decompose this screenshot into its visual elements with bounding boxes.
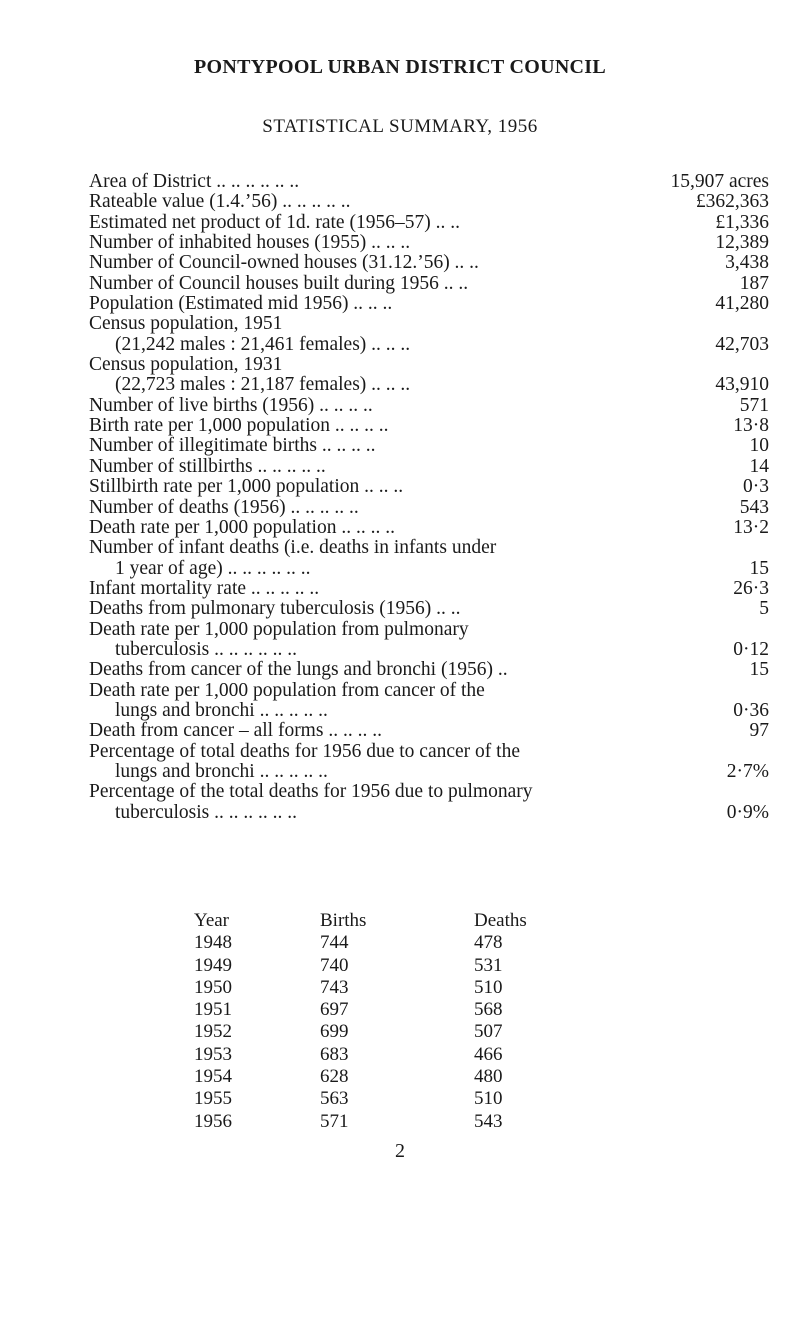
summary-row (89, 294, 769, 314)
summary-row (89, 477, 769, 497)
summary-row (89, 396, 769, 416)
summary-row (89, 681, 769, 701)
table-row (194, 999, 564, 1021)
summary-value: 0·12 (733, 638, 769, 660)
cell-deaths: 466 (474, 1043, 503, 1065)
summary-row (89, 375, 769, 395)
statistical-summary (89, 172, 769, 823)
summary-row (89, 701, 769, 721)
table-header-row (194, 910, 564, 932)
cell-year: 1950 (194, 976, 232, 998)
cell-deaths: 480 (474, 1066, 503, 1088)
summary-label: Death rate per 1,000 population from pulmonary (89, 618, 469, 640)
table-row (194, 1044, 564, 1066)
summary-label: Number of illegitimate births .. .. .. .. (89, 435, 376, 457)
summary-label: Number of Council-owned houses (31.12.’56) .. .. (89, 252, 479, 274)
cell-year: 1955 (194, 1088, 232, 1110)
cell-births: 699 (320, 1021, 349, 1043)
summary-label: Death from cancer – all forms .. .. .. .. (89, 720, 382, 742)
summary-row (89, 192, 769, 212)
summary-value: 15 (749, 659, 769, 681)
cell-year: 1951 (194, 999, 232, 1021)
header-deaths: Deaths (474, 910, 527, 931)
cell-deaths: 568 (474, 999, 503, 1021)
summary-row (89, 253, 769, 273)
summary-label: Deaths from cancer of the lungs and bronchi (1956) .. (89, 659, 508, 681)
summary-label: Death rate per 1,000 population .. .. .. .. (89, 516, 395, 538)
summary-value: 42,703 (715, 333, 769, 355)
summary-value: 43,910 (715, 374, 769, 396)
summary-value: £362,363 (695, 191, 769, 213)
summary-row (89, 620, 769, 640)
summary-label: Area of District .. .. .. .. .. .. (89, 171, 300, 192)
summary-row (89, 803, 769, 823)
page-subtitle: STATISTICAL SUMMARY, 1956 (262, 116, 538, 137)
summary-label: tuberculosis .. .. .. .. .. .. (115, 638, 297, 660)
summary-value: 12,389 (715, 232, 769, 254)
summary-value: 0·36 (733, 699, 769, 721)
cell-deaths: 507 (474, 1021, 503, 1043)
summary-value: 26·3 (733, 577, 769, 599)
summary-row (89, 314, 769, 334)
summary-label: Birth rate per 1,000 population .. .. .. .. (89, 415, 389, 437)
cell-deaths: 510 (474, 1088, 503, 1110)
summary-value: 10 (749, 435, 769, 457)
summary-value: 187 (739, 272, 769, 294)
summary-value: 3,438 (725, 252, 769, 274)
cell-births: 744 (320, 932, 349, 954)
summary-row (89, 498, 769, 518)
births-deaths-table (194, 910, 564, 1133)
summary-label: Percentage of the total deaths for 1956 due to pulmonary (89, 781, 533, 803)
summary-label: Number of infant deaths (i.e. deaths in infants under (89, 537, 497, 559)
summary-row (89, 762, 769, 782)
cell-births: 697 (320, 999, 349, 1021)
summary-value: 543 (739, 496, 769, 518)
summary-value: 13·8 (733, 415, 769, 437)
summary-label: Infant mortality rate .. .. .. .. .. (89, 577, 320, 599)
table-row (194, 1066, 564, 1088)
table-body (194, 932, 564, 1133)
cell-births: 571 (320, 1110, 349, 1132)
summary-value: 41,280 (715, 293, 769, 315)
summary-value: 13·2 (733, 516, 769, 538)
table-row (194, 1111, 564, 1133)
summary-row (89, 436, 769, 456)
table-row (194, 1088, 564, 1110)
summary-label: Number of live births (1956) .. .. .. .. (89, 394, 373, 416)
cell-births: 683 (320, 1043, 349, 1065)
table-row (194, 932, 564, 954)
summary-label: 1 year of age) .. .. .. .. .. .. (115, 557, 311, 579)
summary-label: Death rate per 1,000 population from cancer of the (89, 679, 485, 701)
summary-label: (21,242 males : 21,461 females) .. .. .. (115, 333, 411, 355)
table-row (194, 977, 564, 999)
summary-row (89, 355, 769, 375)
summary-row (89, 274, 769, 294)
summary-label: lungs and bronchi .. .. .. .. .. (115, 699, 328, 721)
cell-year: 1953 (194, 1043, 232, 1065)
summary-label: Number of deaths (1956) .. .. .. .. .. (89, 496, 359, 518)
summary-row (89, 559, 769, 579)
summary-value: 97 (749, 720, 769, 742)
summary-label: Percentage of total deaths for 1956 due to cancer of the (89, 740, 520, 762)
table-row (194, 955, 564, 977)
summary-row (89, 579, 769, 599)
summary-value: 5 (759, 598, 769, 620)
summary-value: 0·9% (726, 801, 769, 823)
cell-year: 1948 (194, 932, 232, 954)
summary-row (89, 660, 769, 680)
summary-row (89, 782, 769, 802)
summary-label: Population (Estimated mid 1956) .. .. .. (89, 293, 393, 315)
cell-year: 1954 (194, 1066, 232, 1088)
cell-births: 628 (320, 1066, 349, 1088)
cell-births: 563 (320, 1088, 349, 1110)
cell-births: 743 (320, 976, 349, 998)
summary-row (89, 742, 769, 762)
summary-value: 0·3 (743, 476, 769, 498)
summary-label: Number of inhabited houses (1955) .. .. .. (89, 232, 411, 254)
summary-label: Census population, 1951 (89, 313, 283, 335)
header-births: Births (320, 910, 367, 931)
summary-label: Deaths from pulmonary tuberculosis (1956) .. .. (89, 598, 461, 620)
cell-year: 1952 (194, 1021, 232, 1043)
summary-value: 15 (749, 557, 769, 579)
page-number: 2 (395, 1140, 405, 1162)
summary-row (89, 538, 769, 558)
cell-year: 1956 (194, 1110, 232, 1132)
summary-row (89, 416, 769, 436)
cell-deaths: 531 (474, 954, 503, 976)
summary-label: Rateable value (1.4.’56) .. .. .. .. .. (89, 191, 351, 213)
summary-row (89, 599, 769, 619)
summary-row (89, 213, 769, 233)
summary-row (89, 233, 769, 253)
summary-value: 2·7% (726, 760, 769, 782)
table-row (194, 1021, 564, 1043)
summary-row (89, 335, 769, 355)
summary-value: 14 (749, 455, 769, 477)
summary-label: Census population, 1931 (89, 354, 283, 376)
header-year: Year (194, 910, 230, 931)
summary-row (89, 457, 769, 477)
summary-label: (22,723 males : 21,187 females) .. .. .. (115, 374, 411, 396)
page-title: PONTYPOOL URBAN DISTRICT COUNCIL (193, 56, 607, 78)
summary-label: tuberculosis .. .. .. .. .. .. (115, 801, 297, 823)
cell-deaths: 543 (474, 1110, 503, 1132)
summary-row (89, 172, 769, 192)
summary-label: Stillbirth rate per 1,000 population .. .. .. (89, 476, 404, 498)
summary-row (89, 721, 769, 741)
summary-label: Number of stillbirths .. .. .. .. .. (89, 455, 326, 477)
cell-year: 1949 (194, 954, 232, 976)
summary-value: 571 (739, 394, 769, 416)
summary-label: lungs and bronchi .. .. .. .. .. (115, 760, 328, 782)
summary-label: Number of Council houses built during 1956 .. .. (89, 272, 469, 294)
cell-births: 740 (320, 954, 349, 976)
summary-label: Estimated net product of 1d. rate (1956–57) .. .. (89, 211, 460, 233)
summary-value: 15,907 acres (670, 171, 769, 192)
summary-row (89, 640, 769, 660)
summary-value: £1,336 (715, 211, 769, 233)
summary-row (89, 518, 769, 538)
cell-deaths: 510 (474, 976, 503, 998)
cell-deaths: 478 (474, 932, 503, 954)
